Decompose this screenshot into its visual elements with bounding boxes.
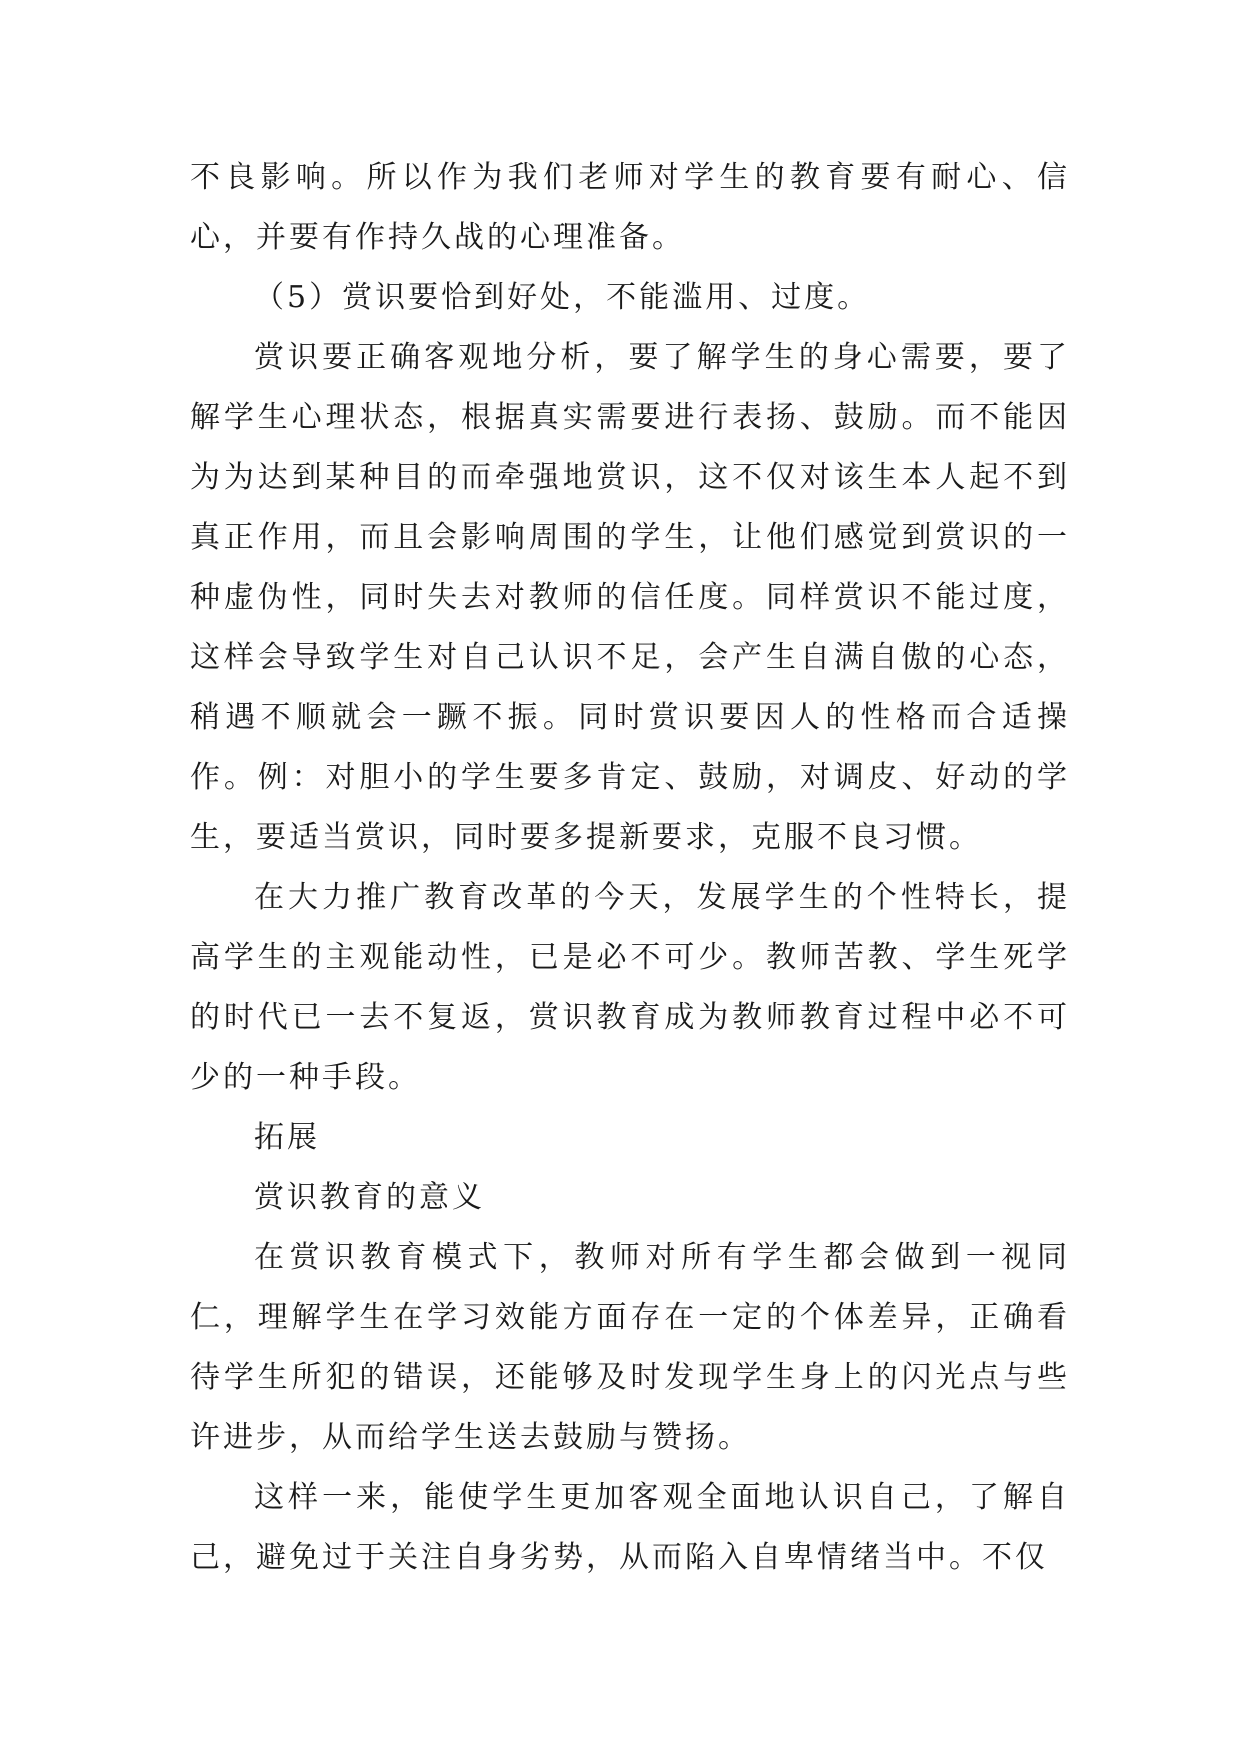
paragraph: 在大力推广教育改革的今天，发展学生的个性特长，提高学生的主观能动性，已是必不可少。教师苦教、学生死学的时代已一去不复返，赏识教育成为教师教育过程中必不可少的一种手段。 bbox=[190, 880, 1070, 1095]
section-heading-extension: 拓展 bbox=[254, 1120, 320, 1155]
paragraph-continuation: 不良影响。所以作为我们老师对学生的教育要有耐心、信心，并要有作持久战的心理准备。 bbox=[190, 160, 1070, 255]
section-heading-significance: 赏识教育的意义 bbox=[254, 1180, 485, 1215]
section-heading-5: （5）赏识要恰到好处，不能滥用、过度。 bbox=[254, 280, 871, 315]
paragraph: 这样一来，能使学生更加客观全面地认识自己，了解自己，避免过于关注自身劣势，从而陷入自卑情绪当中。不仅 bbox=[190, 1480, 1070, 1575]
document-body bbox=[190, 148, 1070, 1588]
paragraph: 在赏识教育模式下，教师对所有学生都会做到一视同仁，理解学生在学习效能方面存在一定的个体差异，正确看待学生所犯的错误，还能够及时发现学生身上的闪光点与些许进步，从而给学生送去鼓励与赞扬。 bbox=[190, 1240, 1070, 1455]
paragraph: 赏识要正确客观地分析，要了解学生的身心需要，要了解学生心理状态，根据真实需要进行表扬、鼓励。而不能因为为达到某种目的而牵强地赏识，这不仅对该生本人起不到真正作用，而且会影响周围的学生，让他们感觉到赏识的一种虚伪性，同时失去对教师的信任度。同样赏识不能过度，这样会导致学生对自己认识不足，会产生自满自傲的心态，稍遇不顺就会一蹶不振。同时赏识要因人的性格而合适操作。例：对胆小的学生要多肯定、鼓励，对调皮、好动的学生，要适当赏识，同时要多提新要求，克服不良习惯。 bbox=[190, 340, 1070, 855]
